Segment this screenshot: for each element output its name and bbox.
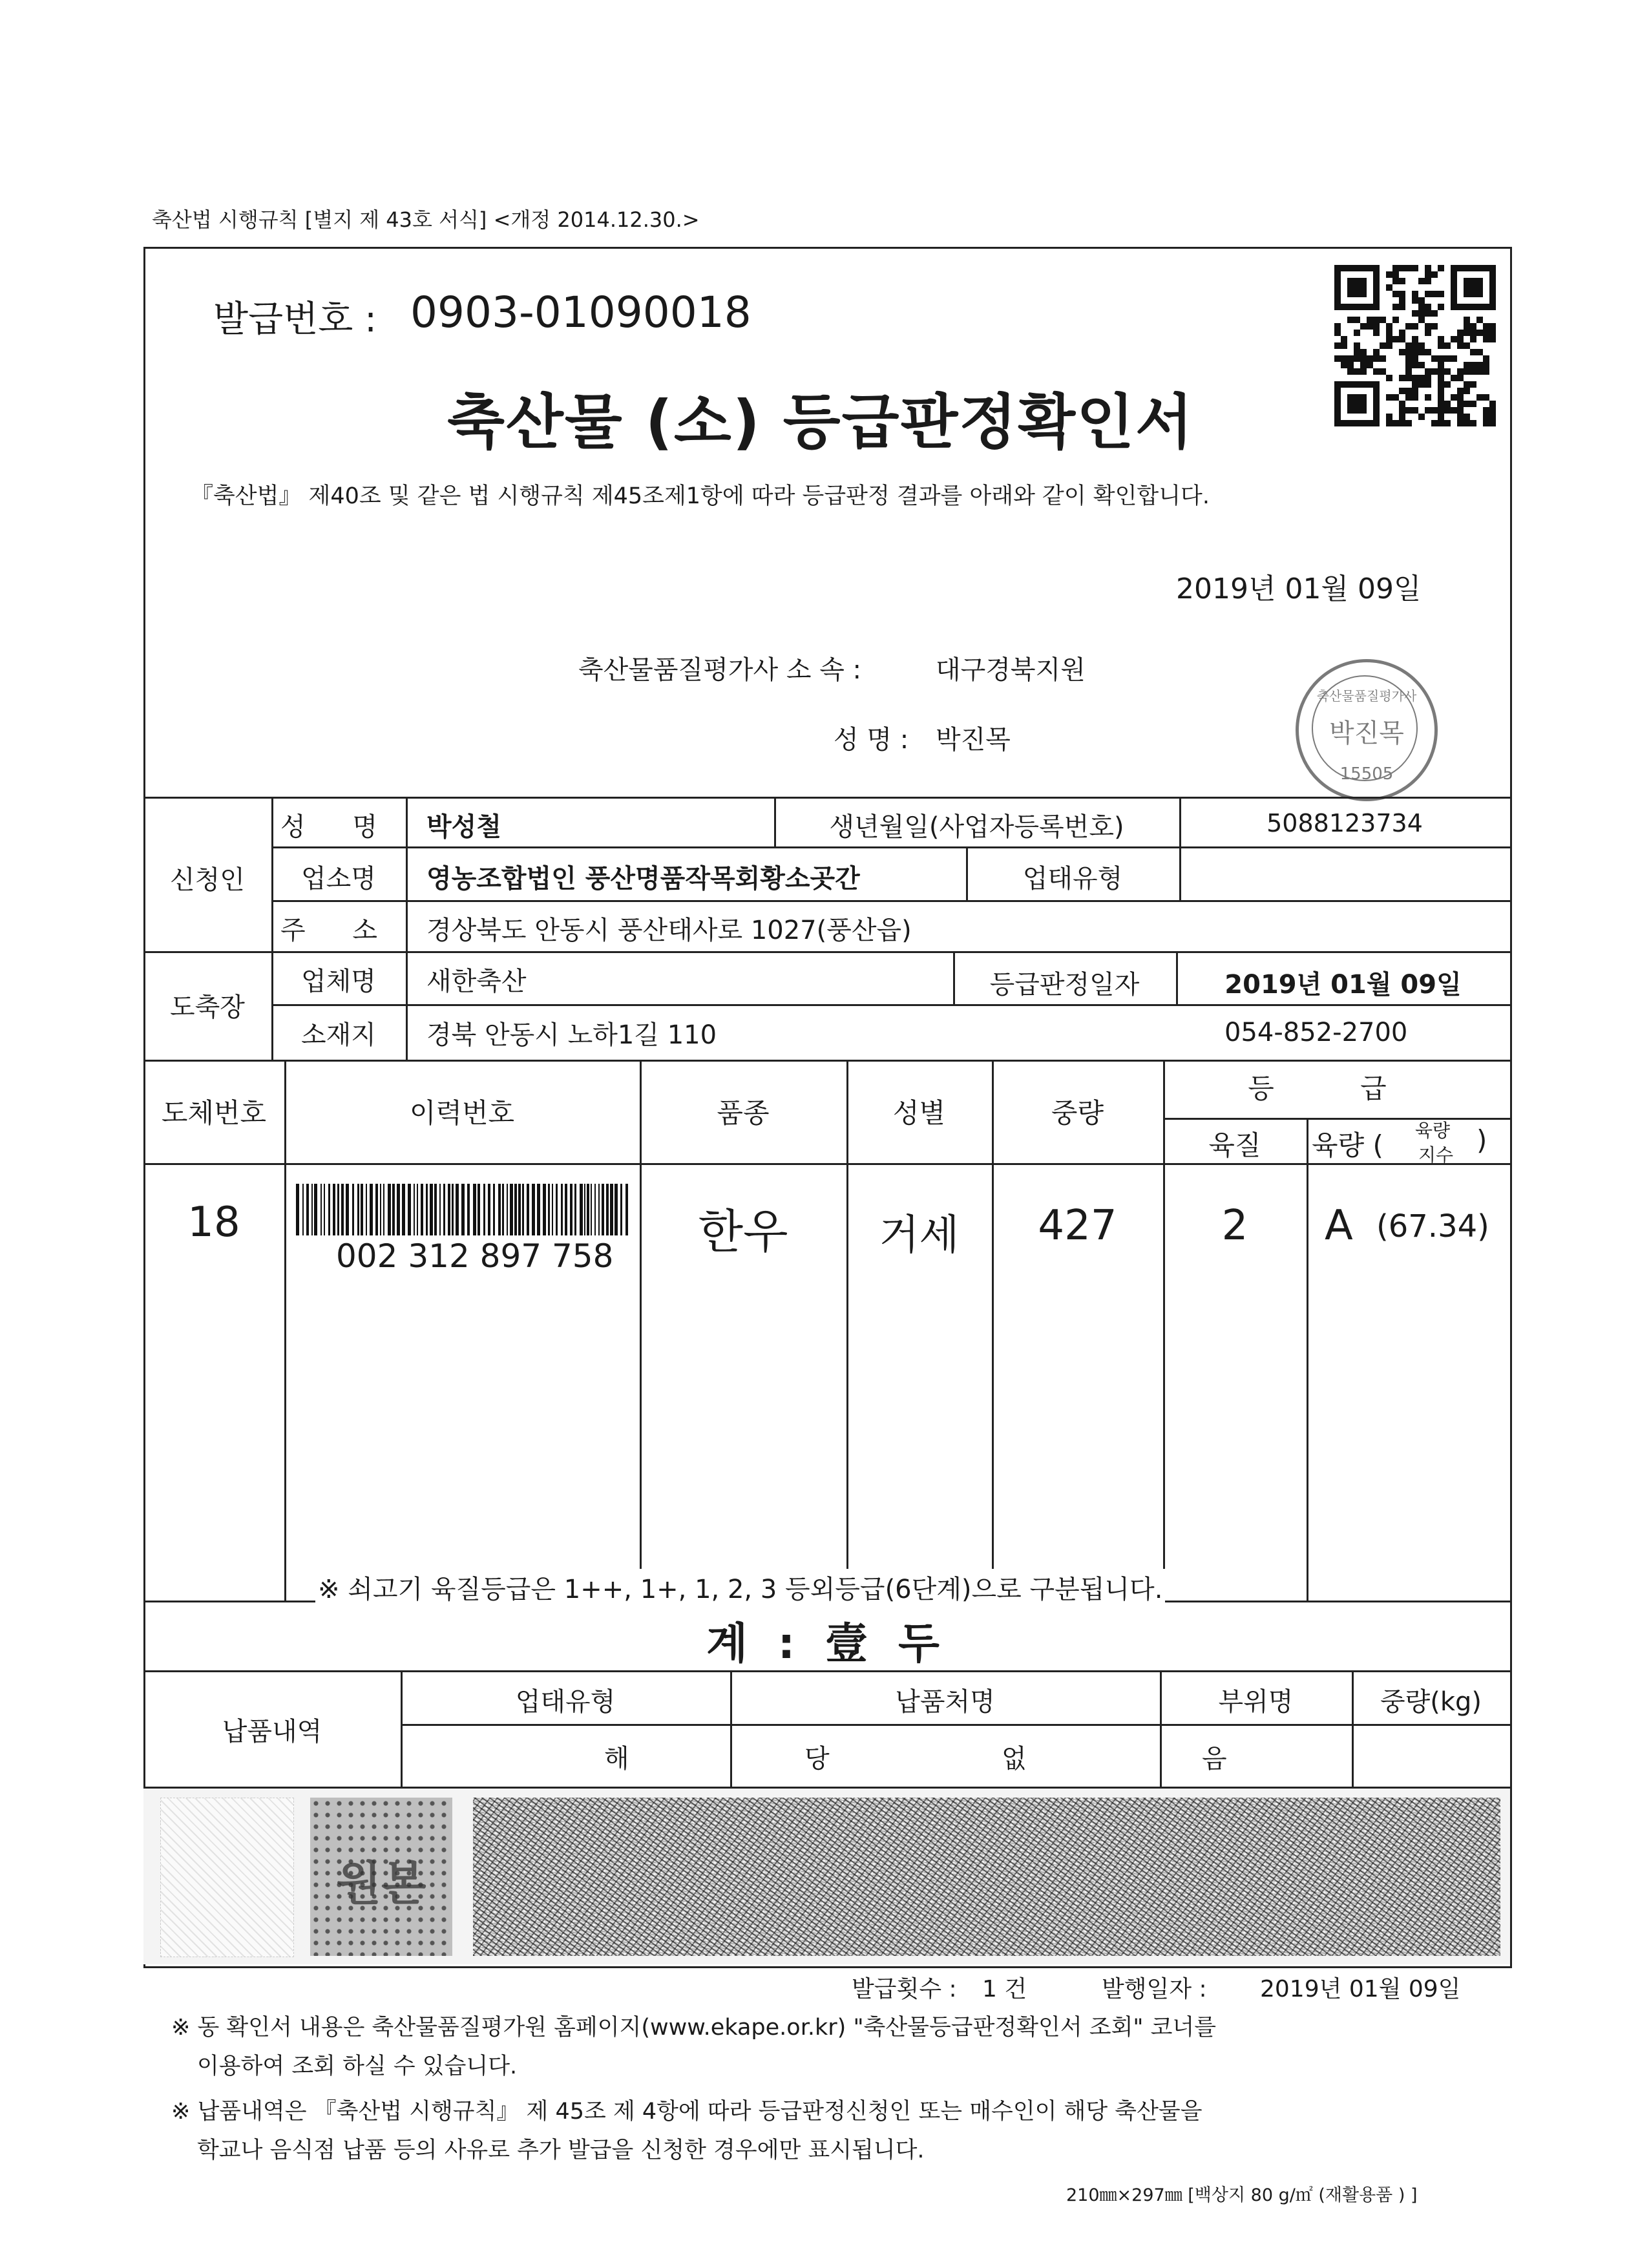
trace-no-header: 이력번호 bbox=[409, 1097, 515, 1129]
delivery-weight-header: 중량(kg) bbox=[1380, 1687, 1482, 1717]
section-divider bbox=[143, 951, 1510, 953]
total-count: 계 : 壹 두 bbox=[706, 1619, 947, 1668]
barcode-icon bbox=[296, 1184, 632, 1235]
row-line bbox=[143, 1163, 1510, 1165]
issue-count: 1 건 bbox=[982, 1976, 1027, 2002]
delivery-section-label: 납품내역 bbox=[222, 1717, 322, 1747]
qr-code-icon bbox=[1334, 265, 1496, 426]
row-line bbox=[271, 900, 1510, 902]
section-divider bbox=[143, 1670, 1510, 1672]
applicant-type-label: 업태유형 bbox=[1022, 864, 1123, 894]
carcass-no: 18 bbox=[187, 1199, 240, 1246]
row-line bbox=[271, 1004, 1510, 1006]
slaughterhouse-section-label: 도축장 bbox=[170, 992, 245, 1022]
breed-header: 품종 bbox=[717, 1097, 770, 1129]
seal-top-text: 축산물품질평가사 bbox=[1316, 688, 1417, 704]
evaluator-seal bbox=[1296, 659, 1438, 801]
quality-header: 육질 bbox=[1208, 1129, 1261, 1161]
delivery-type-header: 업태유형 bbox=[515, 1687, 616, 1717]
row-line bbox=[401, 1724, 1510, 1726]
col-line bbox=[1307, 1118, 1308, 1601]
section-divider bbox=[143, 1060, 1510, 1062]
document-title: 축산물 (소) 등급판정확인서 bbox=[447, 388, 1194, 457]
row-line bbox=[271, 846, 1510, 848]
breed: 한우 bbox=[698, 1204, 788, 1259]
slaughterhouse-company-label: 업체명 bbox=[301, 967, 376, 996]
issue-count-label: 발급횟수 : bbox=[852, 1976, 957, 2002]
evaluator-name-label: 성 명 : bbox=[834, 725, 909, 755]
applicant-biz-label: 업소명 bbox=[301, 864, 376, 894]
seal-center-text: 박진목 bbox=[1329, 719, 1404, 748]
applicant-biz-name: 영농조합법인 풍산명품작목회황소곳간 bbox=[426, 864, 860, 894]
security-pattern-left bbox=[160, 1798, 294, 1957]
delivery-dest-header: 납품처명 bbox=[895, 1687, 995, 1717]
security-stamp-text: 원본 bbox=[336, 1856, 426, 1911]
security-noise-pattern bbox=[473, 1798, 1500, 1956]
issue-number: 0903-01090018 bbox=[410, 288, 751, 337]
applicant-address: 경상북도 안동시 풍산태사로 1027(풍산읍) bbox=[426, 916, 912, 945]
col-line bbox=[846, 1060, 848, 1601]
yield-header-close: ) bbox=[1476, 1124, 1487, 1156]
delivery-none-char: 해 bbox=[604, 1744, 629, 1774]
delivery-none-char: 없 bbox=[1002, 1744, 1027, 1774]
sex: 거세 bbox=[879, 1212, 960, 1259]
slaughterhouse-location-label: 소재지 bbox=[301, 1020, 376, 1050]
carcass-no-header: 도체번호 bbox=[161, 1097, 267, 1129]
applicant-name-label: 성 명 bbox=[280, 812, 397, 842]
footer-note-1: ※ 동 확인서 내용은 축산물품질평가원 홈페이지(www.ekape.or.kr) "축산물등급판정확인서 조회" 코너를 bbox=[171, 2015, 1217, 2041]
judge-date-label: 등급판정일자 bbox=[989, 970, 1140, 1000]
grade-note: ※ 쇠고기 육질등급은 1++, 1+, 1, 2, 3 등외등급(6단계)으로 구분됩니다. bbox=[315, 1569, 1165, 1606]
security-stamp bbox=[310, 1798, 452, 1956]
paper-spec: 210㎜×297㎜ [백상지 80 g/㎡ (재활용품 ) ] bbox=[1066, 2185, 1418, 2205]
slaughterhouse-location: 경북 안동시 노하1길 110 bbox=[426, 1020, 717, 1050]
quality-grade: 2 bbox=[1221, 1202, 1248, 1250]
col-line bbox=[406, 797, 408, 1060]
slaughterhouse-phone: 054-852-2700 bbox=[1224, 1018, 1408, 1047]
yield-grade: A bbox=[1325, 1202, 1353, 1250]
applicant-biz-no: 5088123734 bbox=[1266, 809, 1423, 837]
yield-header: 육량 ( bbox=[1312, 1129, 1383, 1161]
yield-index-header-bottom: 지수 bbox=[1418, 1144, 1454, 1166]
delivery-part-header: 부위명 bbox=[1218, 1687, 1294, 1717]
evaluator-org: 대구경북지원 bbox=[936, 655, 1086, 685]
judge-date: 2019년 01월 09일 bbox=[1224, 970, 1462, 1000]
issue-date: 2019년 01월 09일 bbox=[1260, 1976, 1461, 2002]
evaluator-name: 박진목 bbox=[936, 725, 1011, 755]
applicant-address-label: 주 소 bbox=[280, 916, 397, 945]
col-line bbox=[284, 1060, 286, 1601]
slaughterhouse-company: 새한축산 bbox=[426, 967, 527, 996]
col-line bbox=[640, 1060, 642, 1601]
footer-note-1-cont: 이용하여 조회 하실 수 있습니다. bbox=[197, 2053, 518, 2079]
footer-note-2: ※ 납품내역은 『축산법 시행규칙』 제 45조 제 4항에 따라 등급판정신청인 또는 매수인이 해당 축산물을 bbox=[171, 2099, 1203, 2125]
footer-note-2-cont: 학교나 음식점 납품 등의 사유로 추가 발급을 신청한 경우에만 표시됩니다. bbox=[197, 2137, 925, 2163]
applicant-section-label: 신청인 bbox=[170, 865, 245, 895]
yield-index-header-top: 육량 bbox=[1415, 1120, 1451, 1141]
intro-text: 『축산법』 제40조 및 같은 법 시행규칙 제45조제1항에 따라 등급판정 결과를 아래와 같이 확인합니다. bbox=[191, 483, 1210, 509]
applicant-name: 박성철 bbox=[426, 812, 501, 842]
trace-no: 002 312 897 758 bbox=[336, 1237, 614, 1275]
weight-header: 중량 bbox=[1051, 1097, 1104, 1129]
sex-header: 성별 bbox=[892, 1097, 946, 1129]
grade-header: 등 급 bbox=[1248, 1073, 1425, 1104]
issue-number-label: 발급번호 : bbox=[213, 299, 377, 341]
confirm-date: 2019년 01월 09일 bbox=[1176, 572, 1422, 605]
weight: 427 bbox=[1038, 1202, 1117, 1250]
col-line bbox=[992, 1060, 994, 1601]
delivery-none-char: 음 bbox=[1202, 1744, 1227, 1774]
form-reference: 축산법 시행규칙 [별지 제 43호 서식] <개정 2014.12.30.> bbox=[152, 207, 700, 232]
section-divider bbox=[143, 797, 1510, 799]
row-line bbox=[1163, 1118, 1510, 1120]
applicant-dob-label: 생년월일(사업자등록번호) bbox=[829, 812, 1124, 842]
seal-number: 15505 bbox=[1339, 764, 1394, 784]
evaluator-org-label: 축산물품질평가사 소 속 : bbox=[578, 655, 862, 685]
yield-index: (67.34) bbox=[1376, 1208, 1489, 1244]
issue-date-label: 발행일자 : bbox=[1102, 1976, 1207, 2002]
delivery-none-char: 당 bbox=[804, 1744, 830, 1774]
